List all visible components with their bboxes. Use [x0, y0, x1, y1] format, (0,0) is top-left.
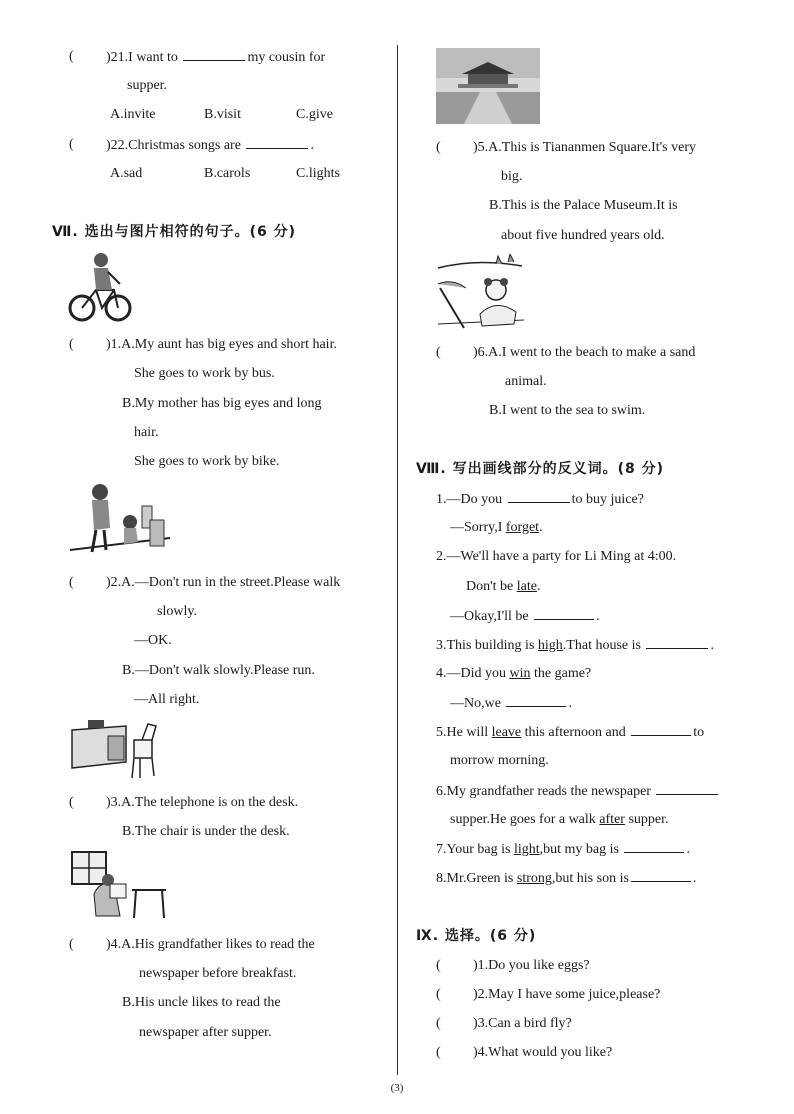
palace-museum-photo: [436, 48, 540, 124]
p4-a2: newspaper before breakfast.: [139, 966, 297, 981]
p1-b1: B.My mother has big eyes and long: [122, 396, 322, 411]
s8-line-3: 2.—We'll have a party for Li Ming at 4:00.: [436, 549, 677, 564]
p4-b1: B.His uncle likes to read the: [122, 995, 281, 1010]
s8-line-1: 1.—Do you to buy juice?: [436, 492, 644, 507]
s8-line-13: 7.Your bag is light,but my bag is .: [436, 842, 690, 857]
p2-b1: B.—Don't walk slowly.Please run.: [122, 663, 315, 678]
p6-paren: (: [436, 345, 441, 360]
p6-b1: B.I went to the sea to swim.: [489, 403, 646, 418]
s8-line-5: —Okay,I'll be .: [450, 609, 600, 624]
p1-a2: She goes to work by bus.: [134, 366, 275, 381]
s8-line-8: —No,we .: [450, 696, 572, 711]
s8-line-4: Don't be late.: [466, 579, 541, 594]
p1-paren: (: [69, 337, 74, 352]
p2-a3: —OK.: [134, 633, 172, 648]
s8-blank-4[interactable]: [506, 694, 566, 707]
p5-a1: )5.A.This is Tiananmen Square.It's very: [473, 140, 697, 155]
p1-a1: )1.A.My aunt has big eyes and short hair.: [106, 337, 337, 352]
p5-b2: about five hundred years old.: [501, 228, 665, 243]
girl-on-beach-picture: [436, 254, 524, 332]
section-9-title: Ⅸ. 选择。(6 分): [416, 928, 537, 944]
s8-blank-1[interactable]: [508, 490, 570, 503]
s9-paren-2: (: [436, 987, 441, 1002]
man-reading-newspaper-picture: [70, 850, 170, 922]
s8-line-11: 6.My grandfather reads the newspaper: [436, 782, 720, 801]
p4-b2: newspaper after supper.: [139, 1025, 272, 1040]
q21-opt-c: C.give: [296, 107, 333, 122]
p5-b1: B.This is the Palace Museum.It is: [489, 198, 678, 213]
s8-blank-5[interactable]: [631, 723, 691, 736]
s8-blank-6[interactable]: [656, 782, 718, 795]
s9-item-2: )2.May I have some juice,please?: [473, 987, 661, 1002]
section-8-title: Ⅷ. 写出画线部分的反义词。(8 分): [416, 461, 665, 477]
p6-a2: animal.: [505, 374, 547, 389]
q21-opt-a: A.invite: [110, 107, 156, 122]
s9-paren-1: (: [436, 958, 441, 973]
q22-blank[interactable]: [246, 136, 308, 149]
q22-opt-c: C.lights: [296, 166, 340, 181]
q21-cont: supper.: [127, 78, 168, 93]
section-7-title: Ⅶ. 选出与图片相符的句子。(6 分): [52, 224, 297, 240]
p5-paren: (: [436, 140, 441, 155]
p4-a1: )4.A.His grandfather likes to read the: [106, 937, 315, 952]
s8-blank-2[interactable]: [534, 607, 594, 620]
p3-b1: B.The chair is under the desk.: [122, 824, 290, 839]
s9-paren-4: (: [436, 1045, 441, 1060]
q22-opt-b: B.carols: [204, 166, 251, 181]
p1-b3: She goes to work by bike.: [134, 454, 280, 469]
s9-item-1: )1.Do you like eggs?: [473, 958, 590, 973]
p1-b2: hair.: [134, 425, 159, 440]
p6-a1: )6.A.I went to the beach to make a sand: [473, 345, 696, 360]
desk-telephone-chair-picture: [70, 718, 158, 780]
s9-item-3: )3.Can a bird fly?: [473, 1016, 572, 1031]
p3-paren: (: [69, 795, 74, 810]
s8-line-14: 8.Mr.Green is strong,but his son is .: [436, 871, 697, 886]
s8-blank-7[interactable]: [624, 840, 684, 853]
q21-blank[interactable]: [183, 48, 245, 61]
q22-paren: (: [69, 137, 74, 152]
s8-line-12: supper.He goes for a walk after supper.: [450, 812, 669, 827]
s9-paren-3: (: [436, 1016, 441, 1031]
girl-on-bike-picture: [68, 250, 132, 324]
s8-line-2: —Sorry,I forget.: [450, 520, 543, 535]
page-number: (3): [390, 1082, 404, 1094]
column-divider: [397, 45, 398, 1075]
q21-opt-b: B.visit: [204, 107, 241, 122]
p2-a2: slowly.: [157, 604, 197, 619]
q21-text: )21.I want to my cousin for: [106, 50, 326, 65]
s8-blank-8[interactable]: [631, 869, 691, 882]
s8-blank-3[interactable]: [646, 636, 708, 649]
q22-opt-a: A.sad: [110, 166, 143, 181]
q21-paren: (: [69, 49, 74, 64]
s8-line-6: 3.This building is high.That house is .: [436, 638, 714, 653]
p2-b2: —All right.: [134, 692, 200, 707]
mother-child-street-picture: [70, 480, 170, 556]
s8-line-7: 4.—Did you win the game?: [436, 666, 592, 681]
p3-a1: )3.A.The telephone is on the desk.: [106, 795, 299, 810]
p2-a1: )2.A.—Don't run in the street.Please walk: [106, 575, 341, 590]
s8-line-10: morrow morning.: [450, 753, 549, 768]
p5-a2: big.: [501, 169, 523, 184]
p4-paren: (: [69, 937, 74, 952]
q22-text: )22.Christmas songs are .: [106, 138, 314, 153]
s9-item-4: )4.What would you like?: [473, 1045, 613, 1060]
s8-line-9: 5.He will leave this afternoon and to: [436, 725, 705, 740]
p2-paren: (: [69, 575, 74, 590]
